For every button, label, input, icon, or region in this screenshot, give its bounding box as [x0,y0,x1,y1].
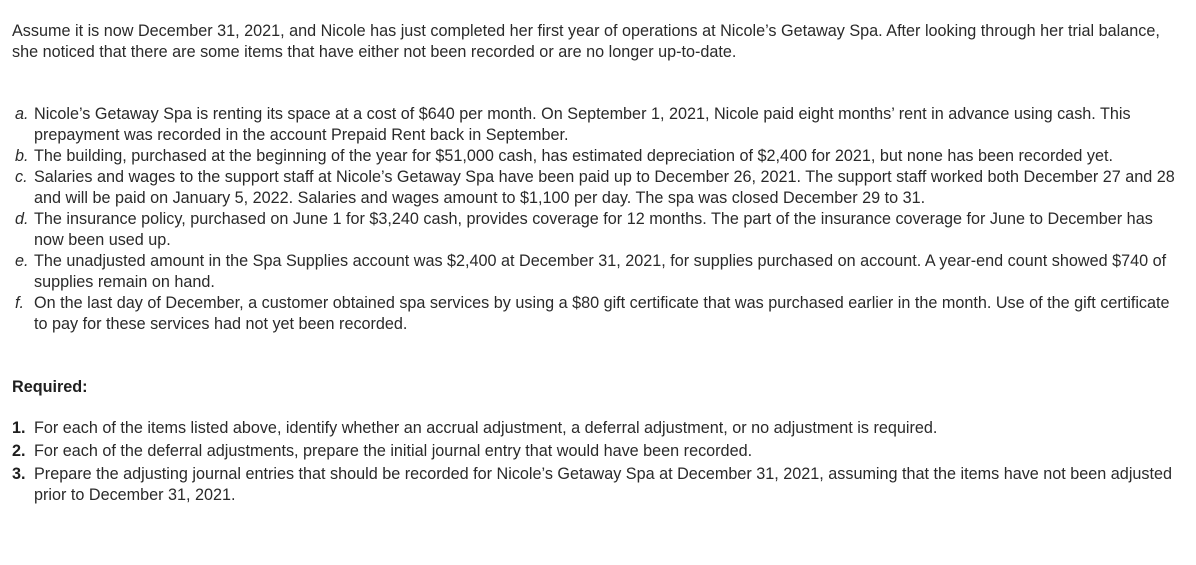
list-item [12,209,1184,251]
requirement-text: For each of the deferral adjustments, prepare the initial journal entry that would have been recorded. [34,442,753,460]
problem-statement [12,21,1184,508]
item-text: The unadjusted amount in the Spa Supplies account was $2,400 at December 31, 2021, for supplies purchased on account. A year-end count showed $740 of supplies remain on hand. [34,252,1167,291]
requirement-text: Prepare the adjusting journal entries that should be recorded for Nicole’s Getaway Spa at December 31, 2021, assuming that the items have not been adjusted prior to December 31, 2021. [34,465,1173,504]
item-letter: f. [15,294,24,312]
list-item [12,251,1184,293]
item-text: Nicole’s Getaway Spa is renting its space at a cost of $640 per month. On September 1, 2021, Nicole paid eight months’ rent in advance using cash. This prepayment was recorded in the account Prepaid Rent back in September. [34,105,1131,144]
list-item [12,146,1184,167]
requirement-item [12,418,1184,439]
list-item [12,104,1184,146]
item-text: Salaries and wages to the support staff at Nicole’s Getaway Spa have been paid up to December 26, 2021. The support staff worked both December 27 and 28 and will be paid on January 5, 2022. Salaries and wages amount to $1,100 per day. The spa was closed December 29 to 31. [34,168,1175,207]
intro-paragraph: Assume it is now December 31, 2021, and Nicole has just completed her first year of operations at Nicole’s Getaway Spa. After looking through her trial balance, she noticed that there are some items that have either not been recorded or are no longer up-to-date. [12,22,1160,61]
item-letter: a. [15,105,29,123]
required-heading: Required: [12,378,88,396]
requirement-item [12,441,1184,462]
requirement-number: 2. [12,442,26,460]
requirement-number: 1. [12,419,26,437]
adjustment-items-list [12,104,1184,335]
item-text: The insurance policy, purchased on June 1 for $3,240 cash, provides coverage for 12 months. The part of the insurance coverage for June to December has now been used up. [34,210,1153,249]
requirements-list [12,418,1184,506]
requirement-item [12,464,1184,506]
requirement-text: For each of the items listed above, identify whether an accrual adjustment, a deferral adjustment, or no adjustment is required. [34,419,938,437]
item-letter: c. [15,168,28,186]
requirement-number: 3. [12,465,26,483]
list-item [12,167,1184,209]
list-item [12,293,1184,335]
item-text: On the last day of December, a customer obtained spa services by using a $80 gift certificate that was purchased earlier in the month. Use of the gift certificate to pay for these services had not yet been recorded. [34,294,1170,333]
item-text: The building, purchased at the beginning of the year for $51,000 cash, has estimated depreciation of $2,400 for 2021, but none has been recorded yet. [34,147,1114,165]
item-letter: e. [15,252,29,270]
item-letter: d. [15,210,29,228]
item-letter: b. [15,147,29,165]
